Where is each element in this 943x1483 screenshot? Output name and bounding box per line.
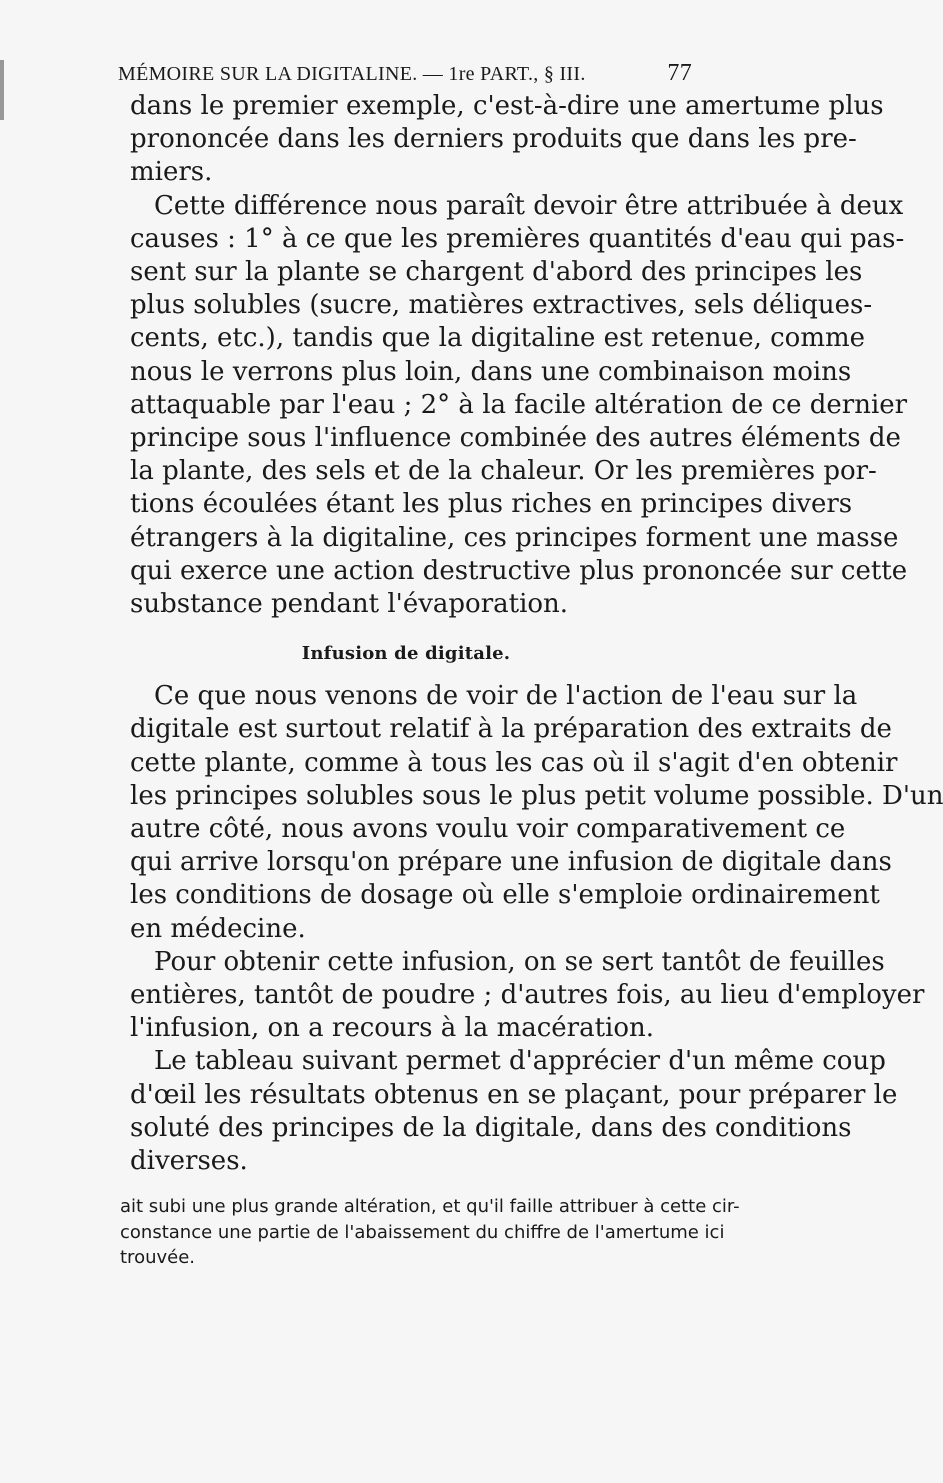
text-line: l'infusion, on a recours à la macération. [130, 1013, 655, 1044]
text-line: les conditions de dosage où elle s'emploie ordinairement [130, 880, 880, 911]
text-line: digitale est surtout relatif à la préparation des extraits de [130, 714, 892, 745]
text-line: principe sous l'influence combinée des autres éléments de [130, 423, 901, 454]
text-line: étrangers à la digitaline, ces principes forment une masse [130, 522, 899, 553]
section-heading: Infusion de digitale. [301, 643, 511, 665]
paragraph-infusion-intro [130, 680, 943, 946]
footnote [120, 1194, 740, 1271]
text-line: miers. [130, 157, 213, 188]
text-line: Ce que nous venons de voir de l'action de l'eau sur la [154, 681, 858, 712]
text-line: nous le verrons plus loin, dans une combinaison moins [130, 356, 852, 387]
footnote-line: trouvée. [120, 1247, 196, 1269]
page-number: 77 [667, 60, 692, 86]
text-line: qui arrive lorsqu'on prépare une infusion de digitale dans [130, 847, 892, 878]
footnote-line: ait subi une plus grande altération, et qu'il faille attribuer à cette cir- [120, 1196, 740, 1218]
running-head-title: MÉMOIRE SUR LA DIGITALINE. — 1re PART., § III. [118, 63, 586, 85]
text-line: Cette différence nous paraît devoir être attribuée à deux [154, 190, 904, 221]
text-line: dans le premier exemple, c'est-à-dire une amertume plus [130, 91, 884, 121]
paragraph-table-intro [130, 1045, 898, 1178]
text-line: soluté des principes de la digitale, dans des conditions [130, 1112, 852, 1143]
text-line: cents, etc.), tandis que la digitaline est retenue, comme [130, 323, 866, 354]
text-line: les principes solubles sous le plus petit volume possible. D'un [130, 780, 943, 811]
paragraph-infusion-method [130, 946, 925, 1046]
text-line: en médecine. [130, 913, 306, 944]
text-line: attaquable par l'eau ; 2° à la facile altération de ce dernier [130, 389, 908, 420]
footnote-line: constance une partie de l'abaissement du chiffre de l'amertume ici [120, 1221, 725, 1243]
text-line: la plante, des sels et de la chaleur. Or les premières por- [130, 456, 877, 487]
text-line: tions écoulées étant les plus riches en principes divers [130, 489, 853, 520]
text-line: Le tableau suivant permet d'apprécier d'un même coup [154, 1046, 886, 1077]
running-head [118, 60, 692, 90]
paragraph-continuation [130, 90, 884, 190]
text-line: autre côté, nous avons voulu voir comparativement ce [130, 814, 846, 845]
scan-edge-mark [0, 60, 4, 120]
text-line: sent sur la plante se chargent d'abord des principes les [130, 257, 863, 288]
text-line: plus solubles (sucre, matières extractives, sels déliques- [130, 290, 873, 321]
text-line: entières, tantôt de poudre ; d'autres fois, au lieu d'employer [130, 980, 925, 1011]
text-line: causes : 1° à ce que les premières quantités d'eau qui pas- [130, 223, 905, 254]
text-line: qui exerce une action destructive plus prononcée sur cette [130, 555, 908, 586]
text-line: Pour obtenir cette infusion, on se sert tantôt de feuilles [154, 946, 885, 977]
paragraph-difference-causes [130, 190, 908, 622]
text-line: cette plante, comme à tous les cas où il s'agit d'en obtenir [130, 747, 898, 778]
text-line: substance pendant l'évaporation. [130, 589, 569, 620]
book-page [118, 60, 943, 1271]
text-line: d'œil les résultats obtenus en se plaçant, pour préparer le [130, 1079, 898, 1110]
text-line: diverses. [130, 1146, 248, 1177]
text-line: prononcée dans les derniers produits que dans les pre- [130, 124, 857, 155]
